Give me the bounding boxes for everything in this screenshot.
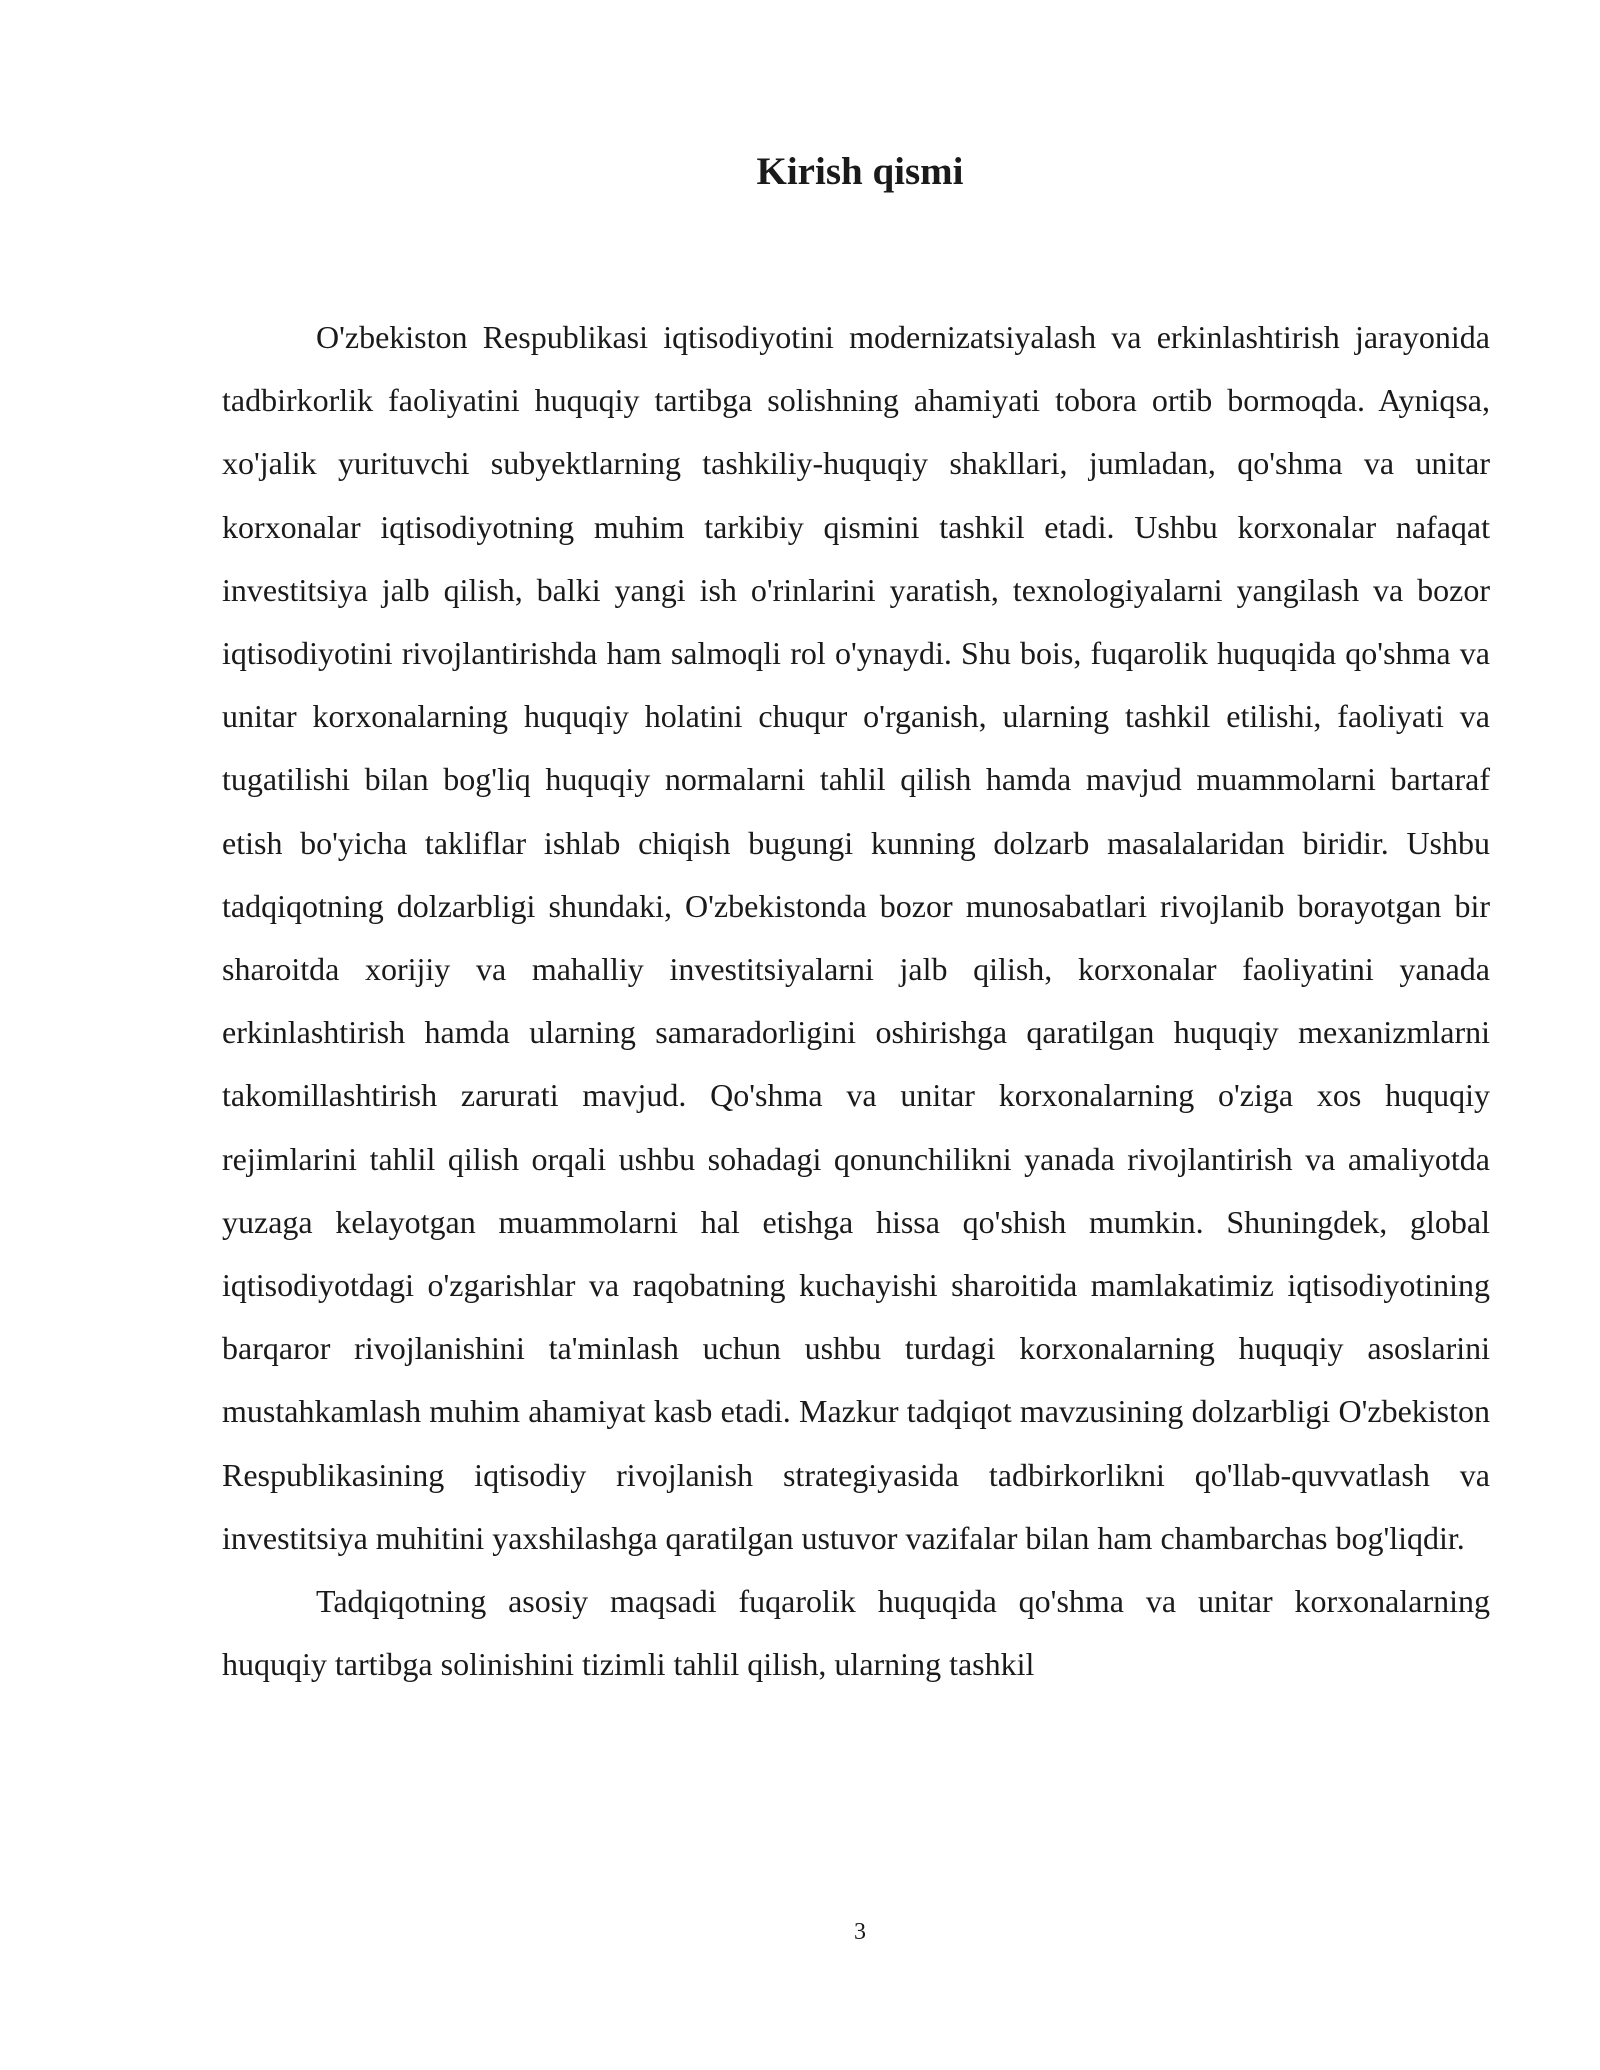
paragraph-relevance: O'zbekiston Respublikasi iqtisodiyotini modernizatsiyalash va erkinlashtirish jarayonida tadbirkorlik faoliyatini huquqiy tartibga solishning ahamiyati tobora ortib bormoqda. Ayniqsa, xo'jalik yurituvchi subyektlarning tashkiliy-huquqiy shakllari, jumladan, qo'shma va unitar korxonalar iqtisodiyotning muhim tarkibiy qismini tashkil etadi. Ushbu korxonalar nafaqat investitsiya jalb qilish, balki yangi ish o'rinlarini yaratish, texnologiyalarni yangilash va bozor iqtisodiyotini rivojlantirishda ham salmoqli rol o'ynaydi. Shu bois, fuqarolik huquqida qo'shma va unitar korxonalarning huquqiy holatini chuqur o'rganish, ularning tashkil etilishi, faoliyati va tugatilishi bilan bog'liq huquqiy normalarni tahlil qilish hamda mavjud muammolarni bartaraf etish bo'yicha takliflar ishlab chiqish bugungi kunning dolzarb masalalaridan biridir. Ushbu tadqiqotning dolzarbligi shundaki, O'zbekistonda bozor munosabatlari rivojlanib borayotgan bir sharoitda xorijiy va mahalliy investitsiyalarni jalb qilish, korxonalar faoliyatini yanada erkinlashtirish hamda ularning samaradorligini oshirishga qaratilgan huquqiy mexanizmlarni takomillashtirish zarurati mavjud. Qo'shma va unitar korxonalarning o'ziga xos huquqiy rejimlarini tahlil qilish orqali ushbu sohadagi qonunchilikni yanada rivojlantirish va amaliyotda yuzaga kelayotgan muammolarni hal etishga hissa qo'shish mumkin. Shuningdek, global iqtisodiyotdagi o'zgarishlar va raqobatning kuchayishi sharoitida mamlakatimiz iqtisodiyotining barqaror rivojlanishini ta'minlash uchun ushbu turdagi korxonalarning huquqiy asoslarini mustahkamlash muhim ahamiyat kasb etadi. Mazkur tadqiqot mavzusining dolzarbligi O'zbekiston Respublikasining iqtisodiy rivojlanish strategiyasida tadbirkorlikni qo'llab-quvvatlash va investitsiya muhitini yaxshilashga qaratilgan ustuvor vazifalar bilan ham chambarchas bog'liqdir. [222, 319, 1490, 1556]
page-number: 3 [854, 1919, 866, 1945]
body-text [222, 306, 1490, 1696]
paragraph-goal: Tadqiqotning asosiy maqsadi fuqarolik huquqida qo'shma va unitar korxonalarning huquqiy tartibga solinishini tizimli tahlil qilish, ularning tashkil [222, 1583, 1490, 1683]
page-title: Kirish qismi [756, 150, 964, 193]
